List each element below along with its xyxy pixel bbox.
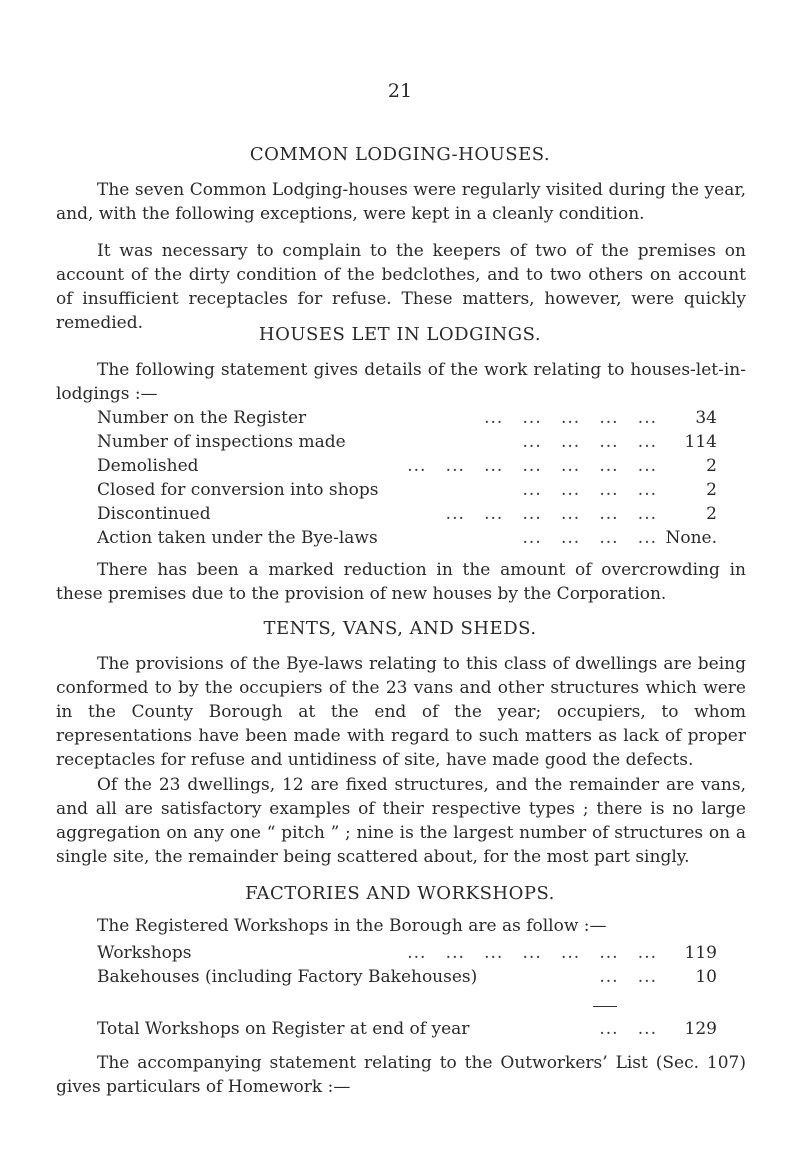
row-value: 34: [695, 408, 717, 428]
leader-dots: ... ...: [599, 967, 657, 987]
row-label: Closed for conversion into shops: [97, 478, 386, 502]
paragraph-outworkers: The accompanying statement relating to the Outworkers’ List (Sec. 107) gives particulars of Homework :—: [56, 1053, 746, 1097]
page-number: 21: [387, 80, 413, 102]
heading-common-lodging-houses: COMMON LODGING-HOUSES.: [249, 144, 551, 165]
paragraph-tents-1: The provisions of the Bye-laws relating to this class of dwellings are being conformed to by the occupiers of the 23 vans and other structures which were in the County Borough at the end of the year; occupiers, to whom representations have been made with regard to such matters as lack of proper receptacles for refuse and untidiness of site, have made good the defects.: [56, 654, 746, 770]
leader-dots: ... ... ... ...: [522, 480, 657, 500]
row-label: Total Workshops on Register at end of year: [97, 1017, 477, 1041]
heading-factories-workshops: FACTORIES AND WORKSHOPS.: [245, 883, 555, 904]
leader-dots: ... ... ... ... ... ... ...: [407, 456, 657, 476]
paragraph-factories-intro: The Registered Workshops in the Borough are as follow :—: [97, 916, 607, 936]
row-label: Discontinued: [97, 502, 219, 526]
leader-dots: ... ... ... ...: [522, 432, 657, 452]
lodgings-row-closed-for-shops: [97, 478, 717, 502]
leader-dots: ... ...: [599, 1019, 657, 1039]
row-value: 129: [684, 1019, 717, 1039]
paragraph-overcrowding: There has been a marked reduction in the amount of overcrowding in these premises due to the provision of new houses by the Corporation.: [56, 560, 746, 604]
row-value: 10: [695, 967, 717, 987]
row-label: Action taken under the Bye-laws: [97, 526, 386, 550]
heading-houses-let-in-lodgings: HOUSES LET IN LODGINGS.: [258, 324, 542, 345]
row-value: 2: [706, 504, 717, 524]
row-label: Number of inspections made: [97, 430, 354, 454]
paragraph-common-lodging-1: The seven Common Lodging-houses were regularly visited during the year, and, with the following exceptions, were kept in a cleanly condition.: [56, 180, 746, 224]
lodgings-row-demolished: [97, 454, 717, 478]
row-value: 2: [706, 480, 717, 500]
lodgings-row-inspections: [97, 430, 717, 454]
workshops-row-bakehouses: [97, 965, 717, 989]
paragraph-common-lodging-2: It was necessary to complain to the keepers of two of the premises on account of the dirty condition of the bedclothes, and to two others on account of insufficient receptacles for refuse. These matters, however, were quickly remedied.: [56, 241, 746, 333]
row-value: 119: [684, 943, 717, 963]
workshops-row-total: [97, 1017, 717, 1041]
workshops-row-workshops: [97, 941, 717, 965]
leader-dots: ... ... ... ... ... ...: [445, 504, 657, 524]
row-label: Number on the Register: [97, 406, 314, 430]
paragraph-houses-let-intro: The following statement gives details of the work relating to houses-let-in-lodgings :—: [56, 360, 746, 404]
row-label: Demolished: [97, 454, 207, 478]
lodgings-row-bye-laws: [97, 526, 717, 550]
lodgings-row-discontinued: [97, 502, 717, 526]
row-label: Workshops: [97, 941, 200, 965]
row-value: 114: [684, 432, 717, 452]
leader-dots: ... ... ... ... ...: [484, 408, 657, 428]
leader-dots: ... ... ... ... ... ... ...: [407, 943, 657, 963]
row-value: 2: [706, 456, 717, 476]
row-value: None.: [665, 528, 717, 548]
lodgings-row-register: [97, 406, 717, 430]
row-label: Bakehouses (including Factory Bakehouses): [97, 965, 485, 989]
total-rule: [593, 1006, 617, 1007]
heading-tents-vans-sheds: TENTS, VANS, AND SHEDS.: [263, 618, 537, 639]
leader-dots: ... ... ... ...: [522, 528, 657, 548]
paragraph-tents-2: Of the 23 dwellings, 12 are fixed structures, and the remainder are vans, and all are satisfactory examples of their respective types ; there is no large aggregation on any one “ pitch ” ; nine is the largest number of structures on a single site, the remainder being scattered about, for the most part singly.: [56, 775, 746, 867]
